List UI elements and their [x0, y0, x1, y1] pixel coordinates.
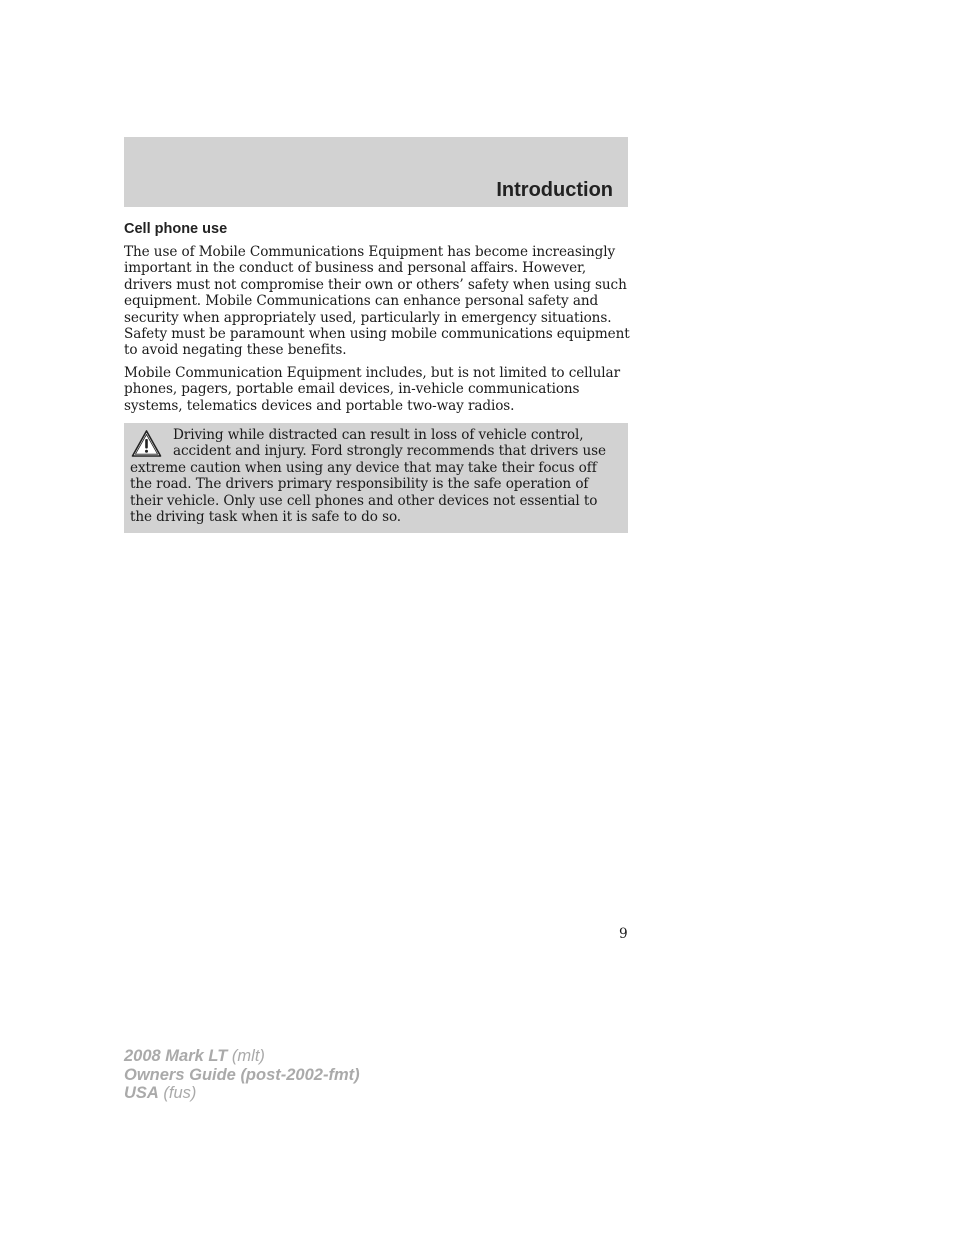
warning-text: Driving while distracted can result in loss of vehicle control, accident and injury. Ford strongly recommends that drivers use extreme caution when using any device that may take their focus off the road. The drivers primary responsibility is the safe operation of their vehicle. Only use cell phones and other devices not essential to the driving task when it is safe to do so. [130, 427, 606, 526]
footer-line [124, 1047, 360, 1066]
footer-line [124, 1066, 360, 1085]
section-title: Introduction [496, 179, 613, 201]
footer-market: USA [124, 1084, 159, 1102]
footer-model-code: (mlt) [227, 1047, 265, 1065]
subsection-heading: Cell phone use [124, 221, 228, 237]
footer-guide: Owners Guide (post-2002-fmt) [124, 1065, 360, 1084]
document-footer [124, 1047, 360, 1103]
page-number: 9 [619, 926, 628, 942]
footer-model: 2008 Mark LT [124, 1047, 228, 1065]
body-paragraph: Mobile Communication Equipment includes, but is not limited to cellular phones, pagers, portable email devices, in-vehicle communications systems, telematics devices and portable two-way radios. [124, 365, 620, 414]
warning-box [124, 423, 628, 533]
footer-market-code: (fus) [158, 1084, 197, 1102]
body-paragraph: The use of Mobile Communications Equipment has become increasingly important in the conduct of business and personal affairs. However, drivers must not compromise their own or others’ safety when using such equipment. Mobile Communications can enhance personal safety and security when appropriately used, particularly in emergency situations. Safety must be paramount when using mobile communications equipment to avoid negating these benefits. [124, 244, 630, 359]
section-header-band [124, 137, 628, 207]
footer-line [124, 1084, 360, 1103]
